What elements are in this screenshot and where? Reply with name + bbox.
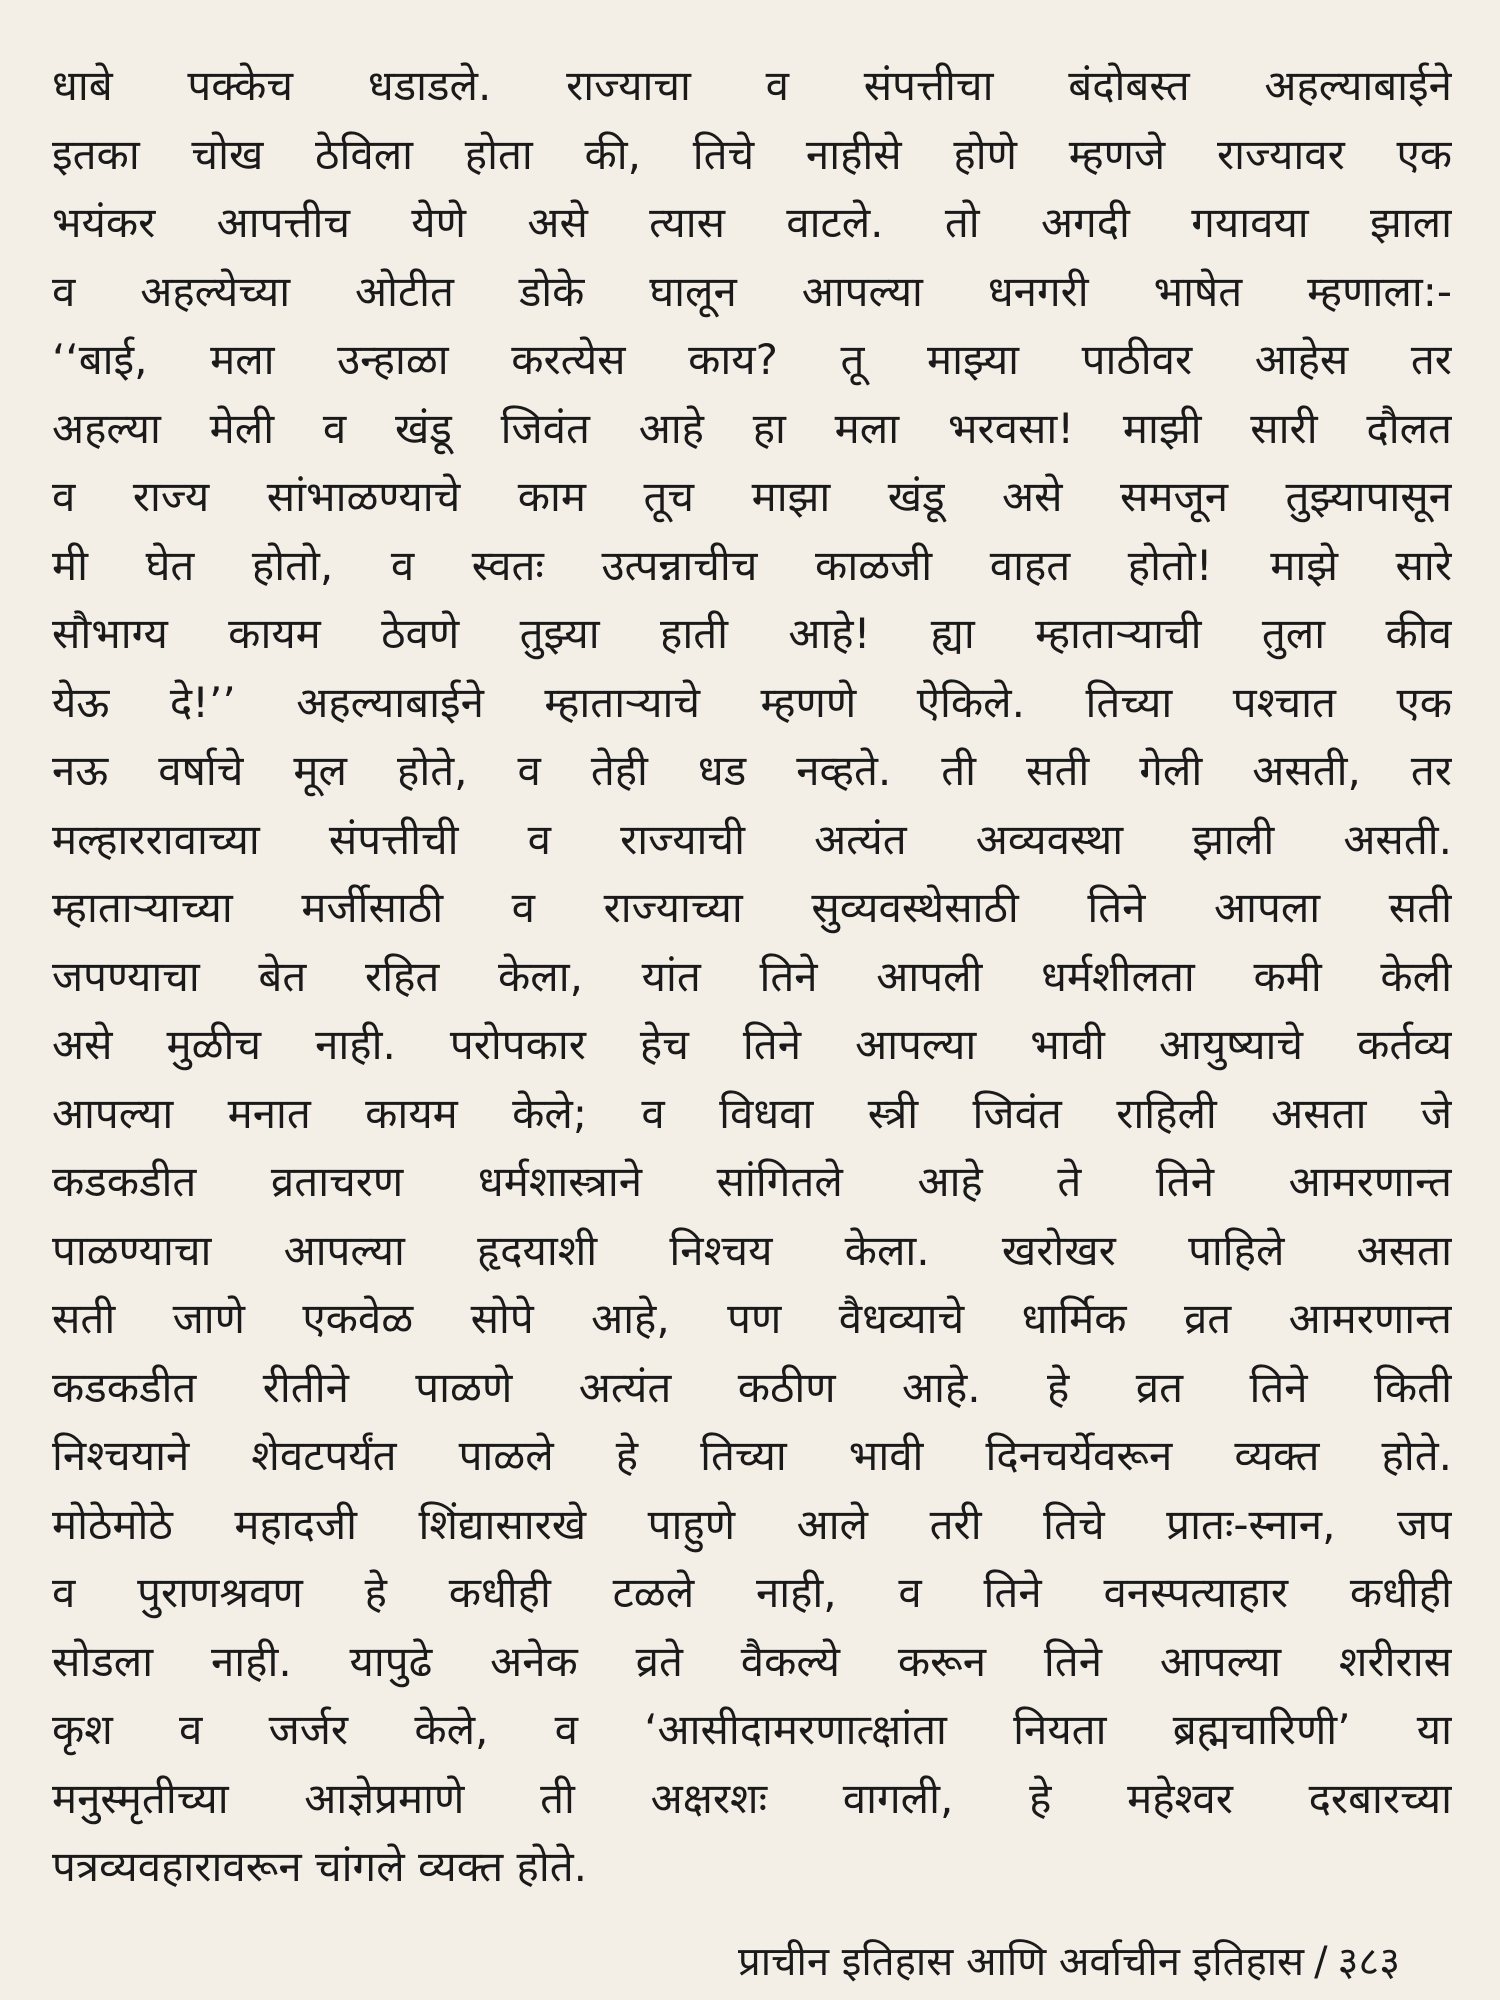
text-line: भयंकर आपत्तीच येणे असे त्यास वाटले. तो अगदी गयावया झाला xyxy=(52,198,1452,247)
text-line: व अहल्येच्या ओटीत डोके घालून आपल्या धनगरी भाषेत म्हणाला:- xyxy=(52,266,1452,316)
text-line: मनुस्मृतीच्या आज्ञेप्रमाणे ती अक्षरशः वागली, हे महेश्वर दरबारच्या xyxy=(52,1773,1452,1823)
text-line: मोठेमोठे महादजी शिंद्यासारखे पाहुणे आले तरी तिचे प्रातः-स्नान, जप xyxy=(52,1499,1452,1549)
text-line: सती जाणे एकवेळ सोपे आहे, पण वैधव्याचे धार्मिक व्रत आमरणान्त xyxy=(52,1294,1452,1343)
text-line: निश्चयाने शेवटपर्यंत पाळले हे तिच्या भावी दिनचर्येवरून व्यक्त होते. xyxy=(52,1431,1452,1480)
text-line: असे मुळीच नाही. परोपकार हेच तिने आपल्या भावी आयुष्याचे कर्तव्य xyxy=(52,1020,1452,1069)
text-line: व पुराणश्रवण हे कधीही टळले नाही, व तिने वनस्पत्याहार कधीही xyxy=(52,1568,1452,1617)
text-line: येऊ दे!’’ अहल्याबाईने म्हाताऱ्याचे म्हणणे ऐकिले. तिच्या पश्चात एक xyxy=(52,677,1452,727)
text-line: मल्हाररावाच्या संपत्तीची व राज्याची अत्यंत अव्यवस्था झाली असती. xyxy=(52,814,1452,864)
footer-separator: / xyxy=(1314,1939,1328,1985)
body-text xyxy=(52,52,1452,1902)
text-line: जपण्याचा बेत रहित केला, यांत तिने आपली धर्मशीलता कमी केली xyxy=(52,951,1452,1001)
text-line: मी घेत होतो, व स्वतः उत्पन्नाचीच काळजी वाहत होतो! माझे सारे xyxy=(52,540,1452,590)
text-line: म्हाताऱ्याच्या मर्जीसाठी व राज्याच्या सुव्यवस्थेसाठी तिने आपला सती xyxy=(52,883,1452,932)
footer-book-title: प्राचीन इतिहास आणि अर्वाचीन इतिहास xyxy=(738,1939,1305,1985)
text-line: पाळण्याचा आपल्या हृदयाशी निश्चय केला. खरोखर पाहिले असता xyxy=(52,1225,1452,1275)
text-line: नऊ वर्षाचे मूल होते, व तेही धड नव्हते. ती सती गेली असती, तर xyxy=(52,746,1452,795)
book-page xyxy=(52,52,1452,1992)
page-footer xyxy=(738,1932,1400,1992)
text-line: अहल्या मेली व खंडू जिवंत आहे हा मला भरवसा! माझी सारी दौलत xyxy=(52,403,1452,453)
text-line: कडकडीत व्रताचरण धर्मशास्त्राने सांगितले आहे ते तिने आमरणान्त xyxy=(52,1157,1452,1206)
text-line: कृश व जर्जर केले, व ‘आसीदामरणात्क्षांता नियता ब्रह्मचारिणी’ या xyxy=(52,1705,1452,1754)
text-line: इतका चोख ठेविला होता की, तिचे नाहीसे होणे म्हणजे राज्यावर एक xyxy=(52,129,1452,179)
text-line: सोडला नाही. यापुढे अनेक व्रते वैकल्ये करून तिने आपल्या शरीरास xyxy=(52,1636,1452,1686)
text-line: कडकडीत रीतीने पाळणे अत्यंत कठीण आहे. हे व्रत तिने किती xyxy=(52,1362,1452,1412)
text-line: आपल्या मनात कायम केले; व विधवा स्त्री जिवंत राहिली असता जे xyxy=(52,1088,1452,1138)
text-line: पत्रव्यवहारावरून चांगले व्यक्त होते. xyxy=(52,1842,588,1891)
text-line: धाबे पक्केच धडाडले. राज्याचा व संपत्तीचा बंदोबस्त अहल्याबाईने xyxy=(52,61,1452,110)
text-line: व राज्य सांभाळण्याचे काम तूच माझा खंडू असे समजून तुझ्यापासून xyxy=(52,472,1452,521)
text-line: सौभाग्य कायम ठेवणे तुझ्या हाती आहे! ह्या म्हाताऱ्याची तुला कीव xyxy=(52,609,1452,658)
page-number: ३८३ xyxy=(1337,1939,1400,1985)
text-line: ‘‘बाई, मला उन्हाळा करत्येस काय? तू माझ्या पाठीवर आहेस तर xyxy=(52,335,1452,384)
